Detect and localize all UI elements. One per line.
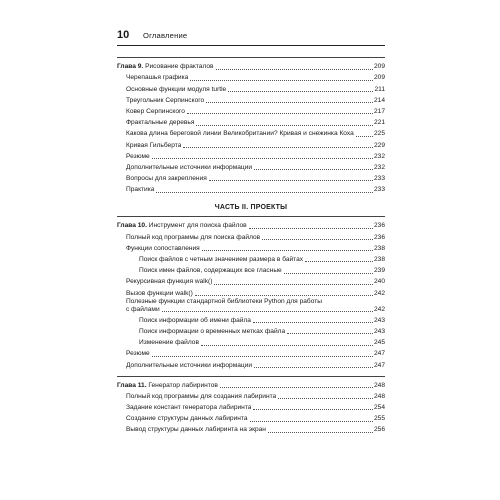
chapter-9-title: Рисование фракталов [145,63,214,71]
toc-entry-title: Полный код программы для поиска файлов [126,233,261,241]
dot-leader [196,125,373,126]
toc-entry[interactable] [117,336,385,347]
chapter-10-sections-continued [117,314,385,370]
toc-entry[interactable] [117,390,385,401]
chapter-9-entry[interactable] [117,57,385,71]
toc-entry[interactable] [117,401,385,412]
dot-leader [287,333,373,334]
toc-entry-page: 255 [373,415,385,423]
chapter-11-sections [117,390,385,435]
dot-leader [250,421,373,422]
toc-entry[interactable] [117,347,385,358]
toc-entry-title: Черепашья графика [126,74,189,82]
dot-leader [202,250,373,251]
part-2-heading: ЧАСТЬ II. ПРОЕКТЫ [214,204,288,212]
toc-entry-title: Полный код программы для создания лабиринта [126,392,277,400]
toc-entry-page: 256 [373,426,385,434]
toc-entry-page: 236 [373,233,385,241]
chapter-9-sections [117,71,385,194]
dot-leader [216,69,373,70]
toc-entry-page: 233 [373,186,385,194]
toc-entry[interactable] [117,264,385,275]
toc-entry-title: Рекурсивная функция walk() [126,278,213,286]
toc-entry-page: 209 [373,74,385,82]
page-number: 10 [117,29,130,41]
toc-entry[interactable] [117,82,385,93]
toc-entry-page: 217 [373,107,385,115]
toc-entry-page: 239 [373,267,385,275]
toc-entry[interactable] [117,127,385,138]
dot-leader [278,398,373,399]
toc-entry-page: 240 [373,278,385,286]
toc-entry[interactable] [117,242,385,253]
dot-leader [152,356,373,357]
dot-leader [356,136,373,137]
dot-leader [195,295,373,296]
toc-entry-page: 238 [373,256,385,263]
toc-entry-title: Ковер Серпинского [126,107,185,115]
toc-entry-title: Вывод структуры данных лабиринта на экран [126,426,266,434]
toc-entry-title: Вызов функции walk() [126,289,193,297]
toc-entry[interactable] [117,230,385,241]
running-head-title: Оглавление [143,31,188,40]
dot-leader [268,432,373,433]
toc-entry-title: Поиск информации об имени файла [139,316,251,324]
dot-leader [249,228,373,229]
toc-entry-page: 238 [373,244,385,252]
chapter-9-label: Глава 9. [117,63,144,71]
toc-entry[interactable] [117,71,385,82]
toc-entry-title: Задание констант генератора лабиринта [126,404,252,412]
dot-leader [209,180,373,181]
toc-entry[interactable] [117,253,385,264]
chapter-10-label: Глава 10. [117,222,147,230]
running-head [117,29,385,46]
dot-leader [187,113,373,114]
toc-entry[interactable] [117,138,385,149]
dot-leader [152,158,373,159]
toc-entry-page: 225 [373,130,385,138]
chapter-10-entry[interactable] [117,216,385,230]
chapter-10-sections [117,230,385,297]
dot-leader [190,80,373,81]
dot-leader [183,147,373,148]
toc-entry[interactable] [117,314,385,325]
toc-entry[interactable] [117,358,385,369]
dot-leader [253,322,373,323]
toc-entry-page: 243 [373,316,385,324]
toc-entry-title: Функции сопоставления [126,244,200,252]
dot-leader [262,239,373,240]
toc-entry-title: Вопросы для закрепления [126,175,207,183]
dot-leader [305,261,373,262]
table-of-contents [117,57,385,434]
dot-leader [201,345,373,346]
toc-entry-page: 214 [373,96,385,104]
dot-leader [253,409,373,410]
dot-leader [156,192,373,193]
toc-entry-title: Дополнительные источники информации [126,163,253,171]
toc-entry-title: Поиск файлов с четным значением размера в байтах [139,256,304,263]
toc-entry-page: 248 [373,392,385,400]
dot-leader [214,284,373,285]
chapter-11-page: 248 [373,381,385,389]
toc-entry[interactable] [117,172,385,183]
toc-entry-page: 221 [373,119,385,127]
chapter-11-label: Глава 11. [117,381,147,389]
toc-entry[interactable] [117,275,385,286]
toc-entry[interactable] [117,105,385,116]
toc-entry-page: 229 [373,141,385,149]
toc-entry-title: Поиск имен файлов, содержащих все гласные [139,267,282,275]
toc-entry-page: 247 [373,361,385,369]
dot-leader [228,91,373,92]
chapter-10-title: Инструмент для поиска файлов [148,222,247,230]
dot-leader [162,311,373,312]
toc-entry-title: Резюме [126,152,150,160]
chapter-11-title: Генератор лабиринтов [148,381,218,389]
toc-entry[interactable] [117,423,385,434]
toc-entry[interactable] [117,286,385,297]
toc-entry-title: Треугольник Серпинского [126,96,205,104]
toc-entry-title: Создание структуры данных лабиринта [126,415,248,423]
toc-entry-title: Какова длина береговой линии Великобритании? Кривая и снежинка Коха [126,130,354,138]
toc-entry[interactable] [117,412,385,423]
chapter-10-page: 236 [373,222,385,230]
toc-entry-page: 245 [373,339,385,347]
toc-entry-title: Изменение файлов [139,339,199,347]
dot-leader [254,169,373,170]
toc-entry-title: Дополнительные источники информации [126,361,253,369]
toc-entry[interactable] [117,161,385,172]
toc-entry-title: Практика [126,186,155,194]
toc-entry[interactable] [117,94,385,105]
toc-entry-title: Основные функции модуля turtle [126,85,227,93]
chapter-11-entry[interactable] [117,376,385,390]
toc-entry[interactable] [117,325,385,336]
toc-entry-title: Резюме [126,350,150,358]
dot-leader [254,367,373,368]
toc-entry-page: 254 [373,404,385,412]
toc-entry-page: 247 [373,350,385,358]
toc-entry[interactable] [117,150,385,161]
toc-entry-title: Фрактальные деревья [126,119,195,127]
toc-entry-title: Поиск информации о временных метках файла [139,327,286,335]
chapter-9-page: 209 [373,63,385,71]
toc-entry-page: 242 [373,305,385,313]
toc-entry[interactable] [117,116,385,127]
toc-entry[interactable] [117,183,385,194]
toc-entry-page: 211 [374,85,385,93]
toc-entry-page: 243 [373,327,385,335]
dot-leader [206,102,373,103]
toc-entry-page: 233 [373,175,385,183]
dot-leader [220,387,373,388]
toc-entry-page: 232 [373,152,385,160]
toc-entry-title-line2: с файлами [126,305,160,313]
toc-entry-title-line1: Полезные функции стандартной библиотеки Python для работы [126,297,322,305]
toc-entry-page: 232 [373,163,385,171]
dot-leader [284,273,373,274]
toc-entry-page: 242 [373,289,385,297]
toc-entry-stdlib-functions[interactable] [117,298,385,314]
toc-entry-title: Кривая Гильберта [126,141,182,149]
